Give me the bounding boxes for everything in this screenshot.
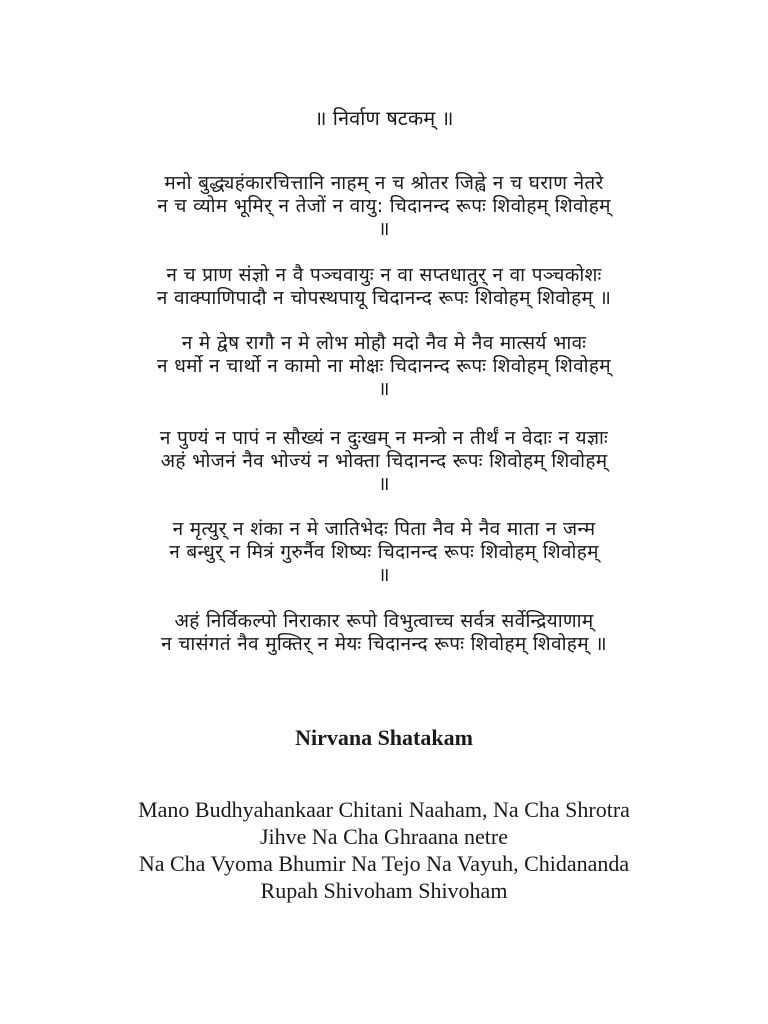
verse-line: न मृत्युर् न शंका न मे जातिभेदः पिता नैव मे नैव माता न जन्म bbox=[172, 518, 596, 540]
transliteration-line: Jihve Na Cha Ghraana netre bbox=[259, 824, 508, 849]
verse-line: मनो बुद्ध्यहंकारचित्तानि नाहम् न च श्रोतर जिह्वे न च घराण नेतरे bbox=[164, 172, 604, 194]
transliteration-line: Mano Budhyahankaar Chitani Naaham, Na Cha Shrotra bbox=[138, 797, 630, 822]
verse-line: न वाक्पाणिपादौ न चोपस्थपायू चिदानन्द रूपः शिवोहम् शिवोहम् ॥ bbox=[156, 287, 612, 309]
verse-5 bbox=[60, 518, 708, 587]
verse-line: ॥ bbox=[378, 564, 390, 586]
transliteration-line: Rupah Shivoham Shivoham bbox=[260, 878, 508, 903]
verse-2 bbox=[60, 264, 708, 310]
verse-line: न चासंगतं नैव मुक्तिर् न मेयः चिदानन्द रूपः शिवोहम् शिवोहम् ॥ bbox=[161, 633, 607, 655]
verse-line: न च प्राण संज्ञो न वै पञ्चवायुः न वा सप्तधातुर् न वा पञ्चकोशः bbox=[166, 264, 602, 286]
verse-1 bbox=[60, 172, 708, 241]
english-transliteration bbox=[60, 796, 708, 904]
verse-line: ॥ bbox=[378, 378, 390, 400]
english-title: Nirvana Shatakam bbox=[295, 725, 473, 750]
verse-line: न धर्मो न चार्थो न कामो ना मोक्षः चिदानन्द रूपः शिवोहम् शिवोहम् bbox=[157, 355, 611, 377]
verse-3 bbox=[60, 332, 708, 401]
verse-6 bbox=[60, 610, 708, 656]
verse-line: ॥ bbox=[378, 473, 390, 495]
verse-line: न पुण्यं न पापं न सौख्यं न दुःखम् न मन्त्रो न तीर्थं न वेदाः न यज्ञाः bbox=[159, 427, 609, 449]
verse-line: अहं निर्विकल्पो निराकार रूपो विभुत्वाच्च सर्वत्र सर्वेन्द्रियाणाम् bbox=[174, 610, 594, 632]
verse-line: न बन्धुर् न मित्रं गुरुर्नैव शिष्यः चिदानन्द रूपः शिवोहम् शिवोहम् bbox=[169, 541, 599, 563]
verse-line: न मे द्वेष रागौ न मे लोभ मोहौ मदो नैव मे नैव मात्सर्य भावः bbox=[181, 332, 587, 354]
verse-line: अहं भोजनं नैव भोज्यं न भोक्ता चिदानन्द रूपः शिवोहम् शिवोहम् bbox=[160, 450, 608, 472]
transliteration-line: Na Cha Vyoma Bhumir Na Tejo Na Vayuh, Chidananda bbox=[138, 851, 630, 876]
verse-line: ॥ bbox=[378, 218, 390, 240]
verse-line: न च व्योम भूमिर् न तेजों न वायु: चिदानन्द रूपः शिवोहम् शिवोहम् bbox=[157, 195, 611, 217]
sanskrit-title: ॥ निर्वाण षटकम् ॥ bbox=[314, 106, 454, 130]
verse-4 bbox=[60, 427, 708, 496]
